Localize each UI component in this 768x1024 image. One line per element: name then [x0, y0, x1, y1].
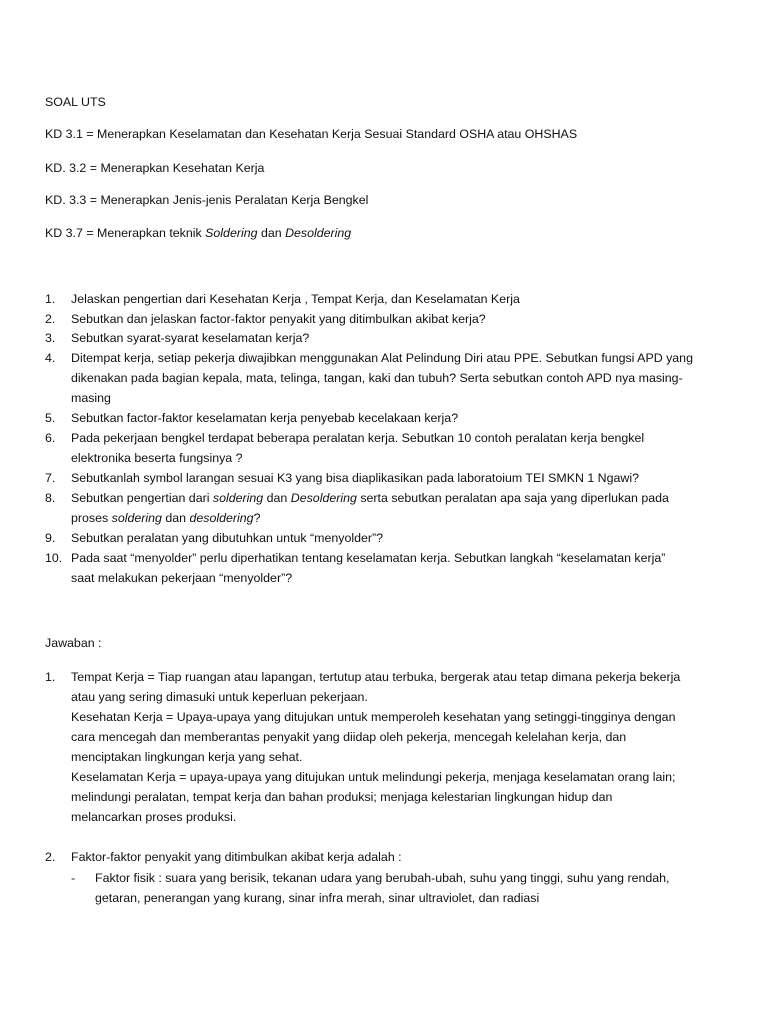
question-number: 6. [45, 431, 56, 445]
bullet-text: Faktor fisik : suara yang berisik, tekanan udara yang berubah-ubah, suhu yang tinggi, suhu yang rendah, [95, 871, 670, 885]
text-run: ? [253, 511, 261, 525]
answer-text: Faktor-faktor penyakit yang ditimbulkan akibat kerja adalah : [71, 850, 402, 864]
exam-title: SOAL UTS [45, 95, 106, 109]
answer-text: atau yang sering dimasuki untuk keperluan pekerjaan. [71, 690, 368, 704]
text-run: serta sebutkan peralatan apa saja yang diperlukan pada [356, 491, 669, 505]
question-text: Pada pekerjaan bengkel terdapat beberapa peralatan kerja. Sebutkan 10 contoh peralatan kerja bengkel [71, 431, 645, 445]
question-text: Jelaskan pengertian dari Kesehatan Kerja , Tempat Kerja, dan Keselamatan Kerja [71, 292, 520, 306]
kd-3-7-desoldering: Desoldering [285, 226, 352, 240]
term-soldering: soldering [111, 511, 162, 525]
kd-3-7-prefix: KD 3.7 = Menerapkan teknik [45, 226, 206, 240]
text-run: dan [161, 511, 190, 525]
answer-text: cara mencegah dan memberantas penyakit yang diidap oleh pekerja, mencegah kelelahan kerja, dan [71, 730, 627, 744]
question-text: elektronika beserta fungsinya ? [71, 451, 243, 465]
question-text: Pada saat “menyolder” perlu diperhatikan tentang keselamatan kerja. Sebutkan langkah “keselamatan kerja” [71, 551, 666, 565]
answer-text: menciptakan lingkungan kerja yang sehat. [71, 750, 303, 764]
question-text: Sebutkan factor-faktor keselamatan kerja penyebab kecelakaan kerja? [71, 411, 459, 425]
question-text [71, 491, 669, 505]
answer-number: 1. [45, 670, 56, 684]
question-text [71, 511, 260, 525]
question-number: 4. [45, 351, 56, 365]
question-number: 7. [45, 471, 56, 485]
answer-number: 2. [45, 850, 56, 864]
text-run: Sebutkan pengertian dari [71, 491, 213, 505]
question-text: dikenakan pada bagian kepala, mata, telinga, tangan, kaki dan tubuh? Serta sebutkan contoh APD nya masing- [71, 371, 683, 385]
kd-3-1: KD 3.1 = Menerapkan Keselamatan dan Kesehatan Kerja Sesuai Standard OSHA atau OHSHAS [45, 127, 578, 141]
question-number: 3. [45, 331, 56, 345]
question-number: 1. [45, 292, 56, 306]
question-number: 8. [45, 491, 56, 505]
question-text: Sebutkan peralatan yang dibutuhkan untuk “menyolder”? [71, 531, 384, 545]
answers-heading: Jawaban : [45, 636, 102, 650]
answer-text: Keselamatan Kerja = upaya-upaya yang ditujukan untuk melindungi pekerja, menjaga keselamatan orang lain; [71, 770, 676, 784]
answer-text: melancarkan proses produksi. [71, 810, 237, 824]
question-text: Ditempat kerja, setiap pekerja diwajibkan menggunakan Alat Pelindung Diri atau PPE. Sebutkan fungsi APD yang [71, 351, 693, 365]
kd-3-3: KD. 3.3 = Menerapkan Jenis-jenis Peralatan Kerja Bengkel [45, 193, 369, 207]
bullet-text: getaran, penerangan yang kurang, sinar infra merah, sinar ultraviolet, dan radiasi [95, 891, 540, 905]
kd-3-2: KD. 3.2 = Menerapkan Kesehatan Kerja [45, 161, 265, 175]
question-text: saat melakukan pekerjaan “menyolder”? [71, 571, 293, 585]
kd-3-7-and: dan [257, 226, 286, 240]
question-number: 10. [45, 551, 63, 565]
question-text: Sebutkan syarat-syarat keselamatan kerja? [71, 331, 310, 345]
answer-text: melindungi peralatan, tempat kerja dan bahan produksi; menjaga kelestarian lingkungan hidup dan [71, 790, 613, 804]
kd-3-7-soldering: Soldering [205, 226, 258, 240]
question-text: Sebutkan dan jelaskan factor-faktor penyakit yang ditimbulkan akibat kerja? [71, 312, 486, 326]
question-number: 2. [45, 312, 56, 326]
term-desoldering: desoldering [189, 511, 254, 525]
bullet-dash: - [71, 871, 76, 885]
kd-3-7 [45, 226, 351, 240]
question-text: Sebutkanlah symbol larangan sesuai K3 yang bisa diaplikasikan pada laboratoium TEI SMKN 1 Ngawi? [71, 471, 640, 485]
question-number: 5. [45, 411, 56, 425]
question-number: 9. [45, 531, 56, 545]
answer-text: Tempat Kerja = Tiap ruangan atau lapangan, tertutup atau terbuka, bergerak atau tetap dimana pekerja bekerja [71, 670, 681, 684]
text-run: dan [263, 491, 291, 505]
answer-text: Kesehatan Kerja = Upaya-upaya yang ditujukan untuk memperoleh kesehatan yang setinggi-tingginya dengan [71, 710, 676, 724]
term-desoldering: Desoldering [290, 491, 357, 505]
question-text: masing [71, 391, 111, 405]
term-soldering: soldering [212, 491, 264, 505]
text-run: proses [71, 511, 112, 525]
